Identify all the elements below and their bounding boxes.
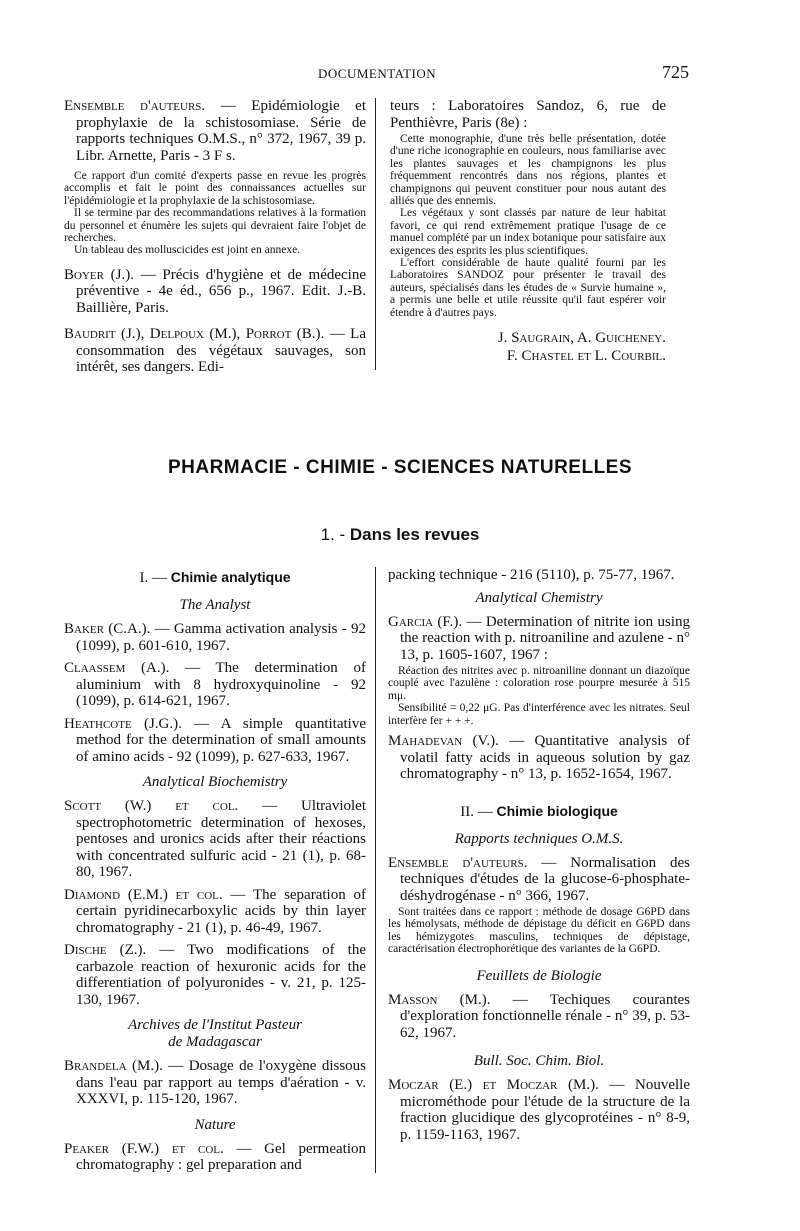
journal-title: Bull. Soc. Chim. Biol. xyxy=(473,1053,605,1070)
running-title: DOCUMENTATION xyxy=(318,66,437,81)
entry-text: — Techiques courantes d'exploration fonctionnelle rénale - n° 39, p. 53-62, 1967. xyxy=(400,991,691,1041)
bottom-right-column xyxy=(388,567,690,1149)
abstract-paragraph: Un tableau des molluscicides est joint en annexe. xyxy=(74,244,301,257)
journal-title: Feuillets de Biologie xyxy=(476,967,602,984)
entry-text: — The separation of certain pyridinecarboxylic acids by thin layer chromatography - 21 (1), p. 46-49, 1967. xyxy=(76,886,366,936)
entry-text: — A simple quantitative method for the determination of small amounts of amino acids - 92 (1099), p. 627-633, 1967. xyxy=(76,715,366,765)
entry-text: — Précis d'hygiène et de médecine préventive - 4e éd., 656 p., 1967. Edit. J.-B. Baillière, Paris. xyxy=(76,266,366,316)
entry-author: Scott (W.) et col. xyxy=(64,798,239,814)
journal-title: Analytical Biochemistry xyxy=(142,774,288,790)
bib-entry xyxy=(388,614,690,664)
abstract-paragraph: Il se termine par des recommandations relatives à la formation du personnel et énumère les sujets qui devraient faire l'objet de recherches. xyxy=(64,207,366,245)
entry-author: Dische (Z.). xyxy=(64,942,147,958)
column-rule xyxy=(375,567,376,1173)
journal-title xyxy=(64,1017,366,1051)
entry-author: Masson (M.). xyxy=(388,991,491,1008)
bib-entry xyxy=(64,1141,366,1174)
subsection-title: Chimie biologique xyxy=(496,802,618,819)
entry-author: Boyer (J.). xyxy=(64,266,134,283)
section-title: PHARMACIE - CHIMIE - SCIENCES NATURELLES xyxy=(167,457,633,478)
bib-entry xyxy=(64,798,366,881)
page-header xyxy=(0,62,800,86)
bib-entry xyxy=(388,1077,690,1143)
subsection-numeral: II. — xyxy=(460,803,493,820)
subsection-title: Chimie analytique xyxy=(170,569,291,585)
entry-text: — Quantitative analysis of volatil fatty acids in aqueous solution by gaz chromatography - n° 13, p. 1652-1654, 1967. xyxy=(400,733,690,783)
entry-continuation: teurs : Laboratoires Sandoz, 6, rue de Penthièvre, Paris (8e) : xyxy=(390,98,666,131)
bib-entry xyxy=(388,733,690,783)
rubric-heading xyxy=(20,525,780,545)
bib-entry xyxy=(64,98,366,164)
journal-title: Analytical Chemistry xyxy=(475,589,603,606)
abstract-paragraph: Réaction des nitrites avec p. nitroaniline donnant un diazoïque couplé avec l'azulène : coloration rose pourpre mesurée à 515 mμ. xyxy=(388,665,690,702)
entry-text: — Gamma activation analysis - 92 (1099), p. 601-610, 1967. xyxy=(76,621,367,654)
page-number: 725 xyxy=(662,62,689,82)
signature xyxy=(390,329,666,365)
journal-title-line: de Madagascar xyxy=(168,1034,262,1050)
signature-line: F. Chastel et L. Courbil. xyxy=(506,348,666,365)
entry-text: — Ultraviolet spectrophotometric determination of hexoses, pentoses and uronics acids after their réactions with concentrated sulfuric acid - 21 (1), p. 68-80, 1967. xyxy=(76,798,366,880)
entry-text: — Two modifications of the carbazole reaction of hexuronic acids for the differentiation of polyuronides - v. 21, p. 125-130, 1967. xyxy=(76,942,366,1008)
entry-text: — Epidémiologie et prophylaxie de la schistosomiase. Série de rapports techniques O.M.S., n° 372, 1967, 39 p. Libr. Arnette, Paris - 3 F s. xyxy=(76,98,367,164)
entry-author: Peaker (F.W.) et col. xyxy=(64,1140,224,1157)
bib-entry xyxy=(388,992,690,1042)
subsection-heading xyxy=(388,803,690,821)
abstract-paragraph: Sensibilité = 0,22 μG. Pas d'interférence avec les nitrates. Seul interfère fer + + +. xyxy=(388,702,690,727)
subsection-numeral: I. — xyxy=(139,570,167,586)
signature-line: J. Saugrain, A. Guicheney. xyxy=(497,330,666,347)
entry-author: Ensemble d'auteurs. xyxy=(388,854,528,871)
entry-text: — Determination of nitrite ion using the reaction with p. nitroaniline and azulene - n° 13, p. 1605-1607, 1967 : xyxy=(400,613,690,663)
entry-text: — Nouvelle microméthode pour l'étude de la structure de la fraction glucidique des glycoprotéines - n° 8-9, p. 1159-1163, 1967. xyxy=(400,1077,690,1143)
bib-entry xyxy=(64,267,366,317)
entry-text: — Gel permeation chromatography : gel preparation and xyxy=(76,1140,366,1173)
bib-entry xyxy=(64,326,366,376)
entry-author: Baudrit (J.), Delpoux (M.), Porrot (B.). xyxy=(64,326,325,343)
bib-entry xyxy=(388,855,690,905)
abstract-paragraph: Les végétaux y sont classés par nature de leur habitat favori, ce qui rend extrêmement pratique l'usage de ce manuel complété par un index botanique pour satisfaire aux exigences des esprits les plus scientifiques. xyxy=(390,207,666,257)
abstract-paragraph: L'effort considérable de haute qualité fourni par les Laboratoires SANDOZ pour présenter le travail des auteurs, spécialisés dans les études de « Survie humaine », a permis une belle et utile réussite qu'il faut espérer voir étendre à d'autres pays. xyxy=(390,257,666,319)
bib-entry xyxy=(64,621,366,654)
entry-author: Heathcote (J.G.). xyxy=(64,715,182,732)
entry-author: Diamond (E.M.) et col. xyxy=(64,886,223,903)
entry-author: Baker (C.A.). xyxy=(64,621,151,637)
entry-text: — Dosage de l'oxygène dissous dans l'eau par rapport au temps d'aération - v. XXXVI, p. 115-120, 1967. xyxy=(76,1058,366,1107)
abstract-paragraph: Sont traitées dans ce rapport : méthode de dosage G6PD dans les hémolysats, méthode de dépistage du déficit en G6PD dans les hémizygotes masculins, techniques de dépistage, caractérisation électrophorétique des variantes de la G6PD. xyxy=(388,906,690,956)
bottom-left-column xyxy=(64,567,366,1180)
bib-entry xyxy=(64,1058,366,1108)
entry-author: Moczar (E.) et Moczar (M.). xyxy=(388,1077,599,1094)
entry-author: Garcia (F.). xyxy=(388,613,463,630)
column-rule xyxy=(375,98,376,370)
entry-author: Mahadevan (V.). xyxy=(388,733,499,750)
entry-author: Claassem (A.). xyxy=(64,660,170,676)
rubric-title: Dans les revues xyxy=(349,525,480,544)
bib-entry xyxy=(64,942,366,1008)
journal-title: Rapports techniques O.M.S. xyxy=(454,830,624,847)
abstract-paragraph: Cette monographie, d'une très belle présentation, dotée d'une riche iconographie en couleurs, nous familiarise avec les plantes sauvages et les champignons les plus fréquemment rencontrés dans nos régions, plantes et champignons qui peuvent constituer pour nous autant des alliés que des ennemis. xyxy=(390,133,666,208)
bib-entry xyxy=(64,887,366,937)
journal-title-line: Archives de l'Institut Pasteur xyxy=(128,1017,302,1033)
top-left-column xyxy=(64,98,366,382)
entry-continuation: packing technique - 216 (5110), p. 75-77, 1967. xyxy=(388,567,675,583)
abstract-paragraph: Ce rapport d'un comité d'experts passe en revue les progrès accomplis et fait le point des connaissances actuelles sur l'épidémiologie et la prophylaxie de la schistosomiase. xyxy=(64,170,366,207)
bib-entry xyxy=(64,660,366,710)
bib-entry xyxy=(64,716,366,766)
journal-title: The Analyst xyxy=(179,597,251,613)
top-right-column xyxy=(390,98,666,365)
entry-text: — La consommation des végétaux sauvages, son intérêt, ses dangers. Edi- xyxy=(76,326,366,376)
subsection-heading xyxy=(64,569,366,587)
journal-title: Nature xyxy=(194,1116,236,1133)
entry-author: Ensemble d'auteurs. xyxy=(64,98,206,114)
rubric-number: 1. - xyxy=(320,525,346,544)
entry-text: — The determination of aluminium with 8 hydroxyquinoline - 92 (1099), p. 614-621, 1967. xyxy=(76,660,367,709)
entry-author: Brandela (M.). xyxy=(64,1058,163,1074)
entry-text: — Normalisation des techniques d'études de la glucose-6-phosphate-déshydrogénase - n° 366, 1967. xyxy=(400,854,690,904)
